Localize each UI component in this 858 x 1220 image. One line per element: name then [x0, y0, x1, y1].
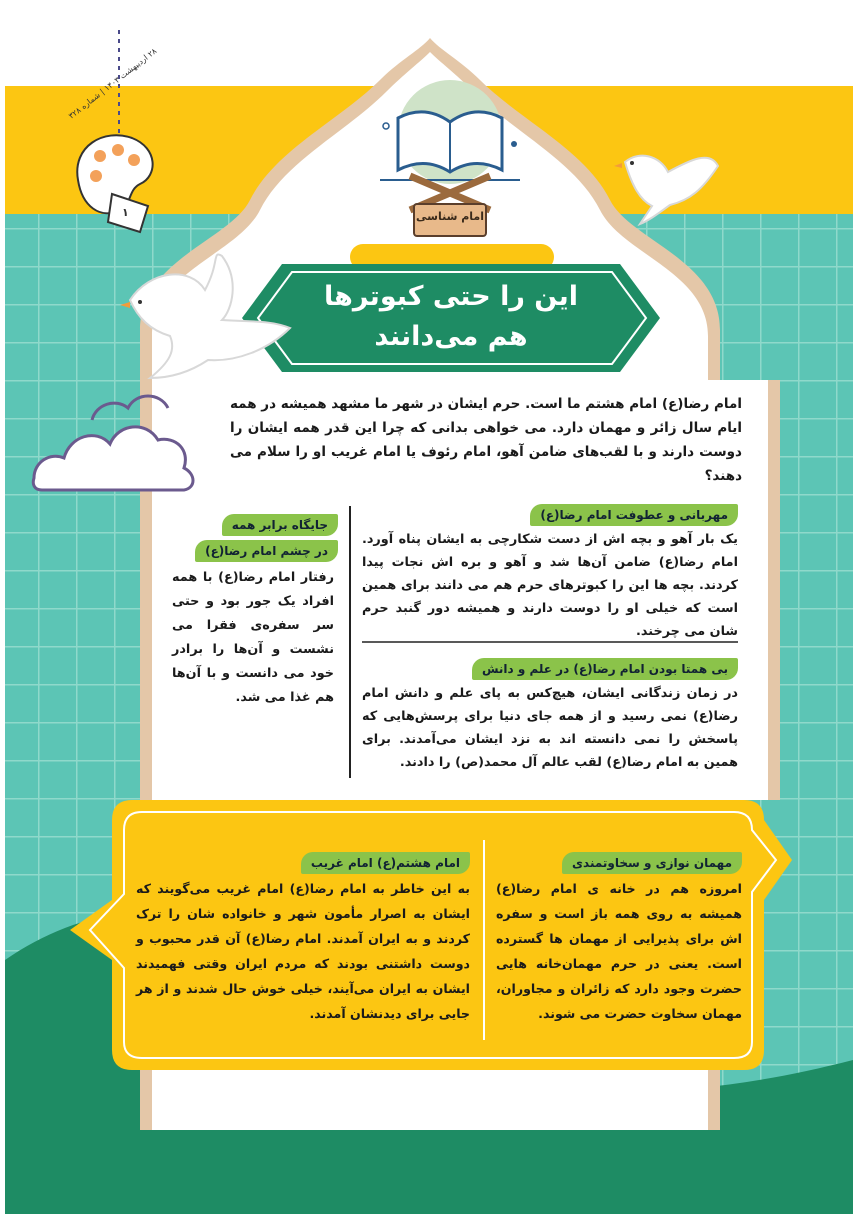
knowledge-text: در زمان زندگانی ایشان، هیچ‌کس به پای علم و دانش امام رضا(ع) نمی رسید و از همه جای دنیا برای پرسش‌هایی که پاسخش را نمی دانسته اند به نزد ایشان می‌آمدند. برای همین به امام رضا(ع) لقب عالم آل محمد(ص) را دادند. — [362, 686, 738, 770]
page-number: ۱ — [122, 206, 129, 219]
equality-title-line2: در چشم امام رضا(ع) — [195, 540, 338, 562]
page-title-line1: این را حتی کبوترها — [324, 281, 578, 312]
stranger-section — [136, 852, 470, 874]
hospitality-text: امروزه هم در خانه ی امام رضا(ع) همیشه به روی همه باز است و سفره اش برای پذیرایی از مهمان ها گسترده است. یعنی در حرم مهمان‌خانه هایی حضرت وجود دارد که زائران و مجاوران، مهمان سخاوت حضرت می شوند. — [496, 881, 742, 1021]
equality-section — [170, 514, 338, 536]
hospitality-title: مهمان نوازی و سخاوتمندی — [562, 852, 742, 874]
stranger-text: به این خاطر به امام رضا(ع) امام غریب می‌گویند که ایشان به اصرار مأمون شهر و خانواده شان را ترک کردند و به ایران آمدند. امام رضا(ع) آن قدر محبوب و دوست داشتنی بودند که مردم ایران وقتی فهمیدند ایشان به ایران می‌آیند، خیلی خوش حال شدند و از هر جایی برای دیدنشان آمدند. — [136, 881, 470, 1021]
equality-title-row2 — [170, 540, 338, 562]
hospitality-section — [496, 852, 742, 874]
category-label: امام شناسی — [416, 210, 484, 223]
kindness-section — [362, 504, 738, 526]
stranger-title: امام هشتم(ع) امام غریب — [301, 852, 470, 874]
intro-text: امام رضا(ع) امام هشتم ما است. حرم ایشان در شهر ما مشهد همیشه در همه ایام سال زائر و مهمان دارد. می خواهی بدانی که چرا این قدر همه ایشان را دوست دارند و با لقب‌های ضامن آهو، امام رئوف یا امام غریب او را سلام می دهند؟ — [230, 396, 742, 484]
kindness-title: مهربانی و عطوفت امام رضا(ع) — [530, 504, 738, 526]
knowledge-section — [362, 658, 738, 680]
knowledge-title: بی همتا بودن امام رضا(ع) در علم و دانش — [472, 658, 738, 680]
issue-info: ۲۸ اردیبهشت ۱۴۰۳ | شماره ۳۲۸ — [66, 46, 159, 121]
kindness-text: یک بار آهو و بچه اش از دست شکارچی به ایشان پناه آورد. امام رضا(ع) ضامن آن‌ها شد و آهو و بره اش نجات پیدا کردند. بچه ها این را کبوترهای حرم هم می دانند برای همین است که خیلی او را دوست دارند و همیشه دور گنبد حرم شان می چرخند. — [362, 532, 738, 639]
equality-title-line1: جایگاه برابر همه — [222, 514, 338, 536]
page-title-line2: هم می‌دانند — [374, 321, 528, 352]
equality-text: رفتار امام رضا(ع) با همه افراد یک جور بود و حتی سر سفره‌ی فقرا می نشست و آن‌ها را برادر خود می دانست و با آن‌ها هم غذا می شد. — [172, 570, 334, 705]
